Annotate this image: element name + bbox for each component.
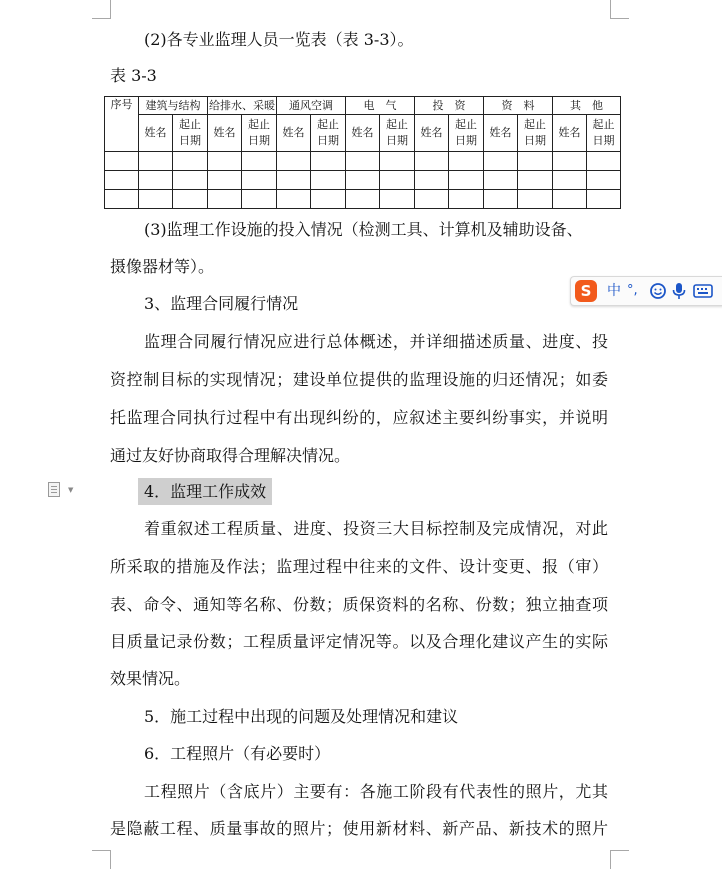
sub-name[interactable]: 姓名 (139, 115, 173, 152)
heading-6[interactable]: 6．工程照片（有必要时） (144, 744, 331, 763)
crop-mark-top-left (92, 0, 111, 19)
group-documents[interactable]: 资 料 (484, 97, 553, 115)
chevron-down-icon[interactable]: ▼ (68, 486, 74, 494)
table-row (105, 152, 621, 171)
document-icon[interactable] (48, 482, 60, 496)
section-2-text[interactable]: (2)各专业监理人员一览表（表 3-3）。 (144, 30, 414, 49)
crop-mark-bottom-right (610, 850, 629, 869)
sub-date[interactable]: 起止 日期 (518, 115, 553, 152)
contract-para-line-4[interactable]: 通过友好协商取得合理解决情况。 (110, 446, 351, 465)
crop-mark-top-right (610, 0, 629, 19)
sub-name[interactable]: 姓名 (208, 115, 242, 152)
sub-date[interactable]: 起止 日期 (380, 115, 415, 152)
group-electrical[interactable]: 电 气 (346, 97, 415, 115)
contract-para-line-3[interactable]: 托监理合同执行过程中有出现纠纷的，应叙述主要纠纷事实，并说明 (110, 408, 608, 427)
microphone-icon[interactable] (671, 282, 687, 305)
results-para-line-3[interactable]: 表、命令、通知等名称、份数；质保资料的名称、份数；独立抽查项 (110, 595, 608, 614)
staff-table-grid (104, 96, 621, 209)
sub-date[interactable]: 起止 日期 (173, 115, 208, 152)
sub-date[interactable]: 起止 日期 (311, 115, 346, 152)
sub-name[interactable]: 姓名 (415, 115, 449, 152)
results-para-line-5[interactable]: 效果情况。 (110, 669, 191, 688)
results-para-line-1[interactable]: 着重叙述工程质量、进度、投资三大目标控制及完成情况，对此 (144, 519, 608, 538)
results-para-line-4[interactable]: 目质量记录份数；工程质量评定情况等。以及合理化建议产生的实际 (110, 632, 608, 651)
sub-name[interactable]: 姓名 (277, 115, 311, 152)
sub-date[interactable]: 起止 日期 (449, 115, 484, 152)
results-para-line-2[interactable]: 所采取的措施及作法；监理过程中往来的文件、设计变更、报（审） (110, 557, 608, 576)
section-3-line-1[interactable]: (3)监理工作设施的投入情况（检测工具、计算机及辅助设备、 (144, 220, 583, 239)
section-3-line-2[interactable]: 摄像器材等）。 (110, 257, 215, 276)
table-row (105, 190, 621, 209)
photos-para-line-2[interactable]: 是隐蔽工程、质量事故的照片；使用新材料、新产品、新技术的照片 (110, 819, 608, 838)
heading-5[interactable]: 5．施工过程中出现的问题及处理情况和建议 (144, 707, 459, 726)
table-row (105, 171, 621, 190)
sub-name[interactable]: 姓名 (346, 115, 380, 152)
sub-name[interactable]: 姓名 (484, 115, 518, 152)
ime-punct-toggle[interactable]: °, (627, 283, 638, 298)
group-structure[interactable]: 建筑与结构 (139, 97, 208, 115)
group-hvac[interactable]: 通风空调 (277, 97, 346, 115)
sub-name[interactable]: 姓名 (553, 115, 587, 152)
heading-3[interactable]: 3、监理合同履行情况 (144, 294, 299, 313)
heading-4-text: 4．监理工作成效 (138, 478, 272, 505)
emoji-icon[interactable] (649, 282, 667, 305)
col-seq[interactable]: 序号 (105, 97, 139, 152)
sub-date[interactable]: 起止 日期 (587, 115, 621, 152)
group-other[interactable]: 其 他 (553, 97, 621, 115)
table-caption[interactable]: 表 3-3 (110, 66, 157, 85)
staff-table[interactable] (104, 96, 621, 209)
ime-lang-toggle[interactable]: 中 (607, 283, 621, 299)
contract-para-line-1[interactable]: 监理合同履行情况应进行总体概述，并详细描述质量、进度、投 (144, 332, 608, 351)
sub-date[interactable]: 起止 日期 (242, 115, 277, 152)
crop-mark-bottom-left (92, 850, 111, 869)
heading-4[interactable] (144, 482, 272, 502)
keyboard-icon[interactable] (693, 282, 713, 305)
sogou-logo-icon[interactable]: S (575, 280, 597, 302)
group-investment[interactable]: 投 资 (415, 97, 484, 115)
contract-para-line-2[interactable]: 资控制目标的实现情况；建设单位提供的监理设施的归还情况；如委 (110, 370, 608, 389)
group-plumbing[interactable]: 给排水、采暖 (208, 97, 277, 115)
photos-para-line-1[interactable]: 工程照片（含底片）主要有：各施工阶段有代表性的照片，尤其 (144, 782, 608, 801)
ime-toolbar[interactable] (570, 276, 722, 306)
